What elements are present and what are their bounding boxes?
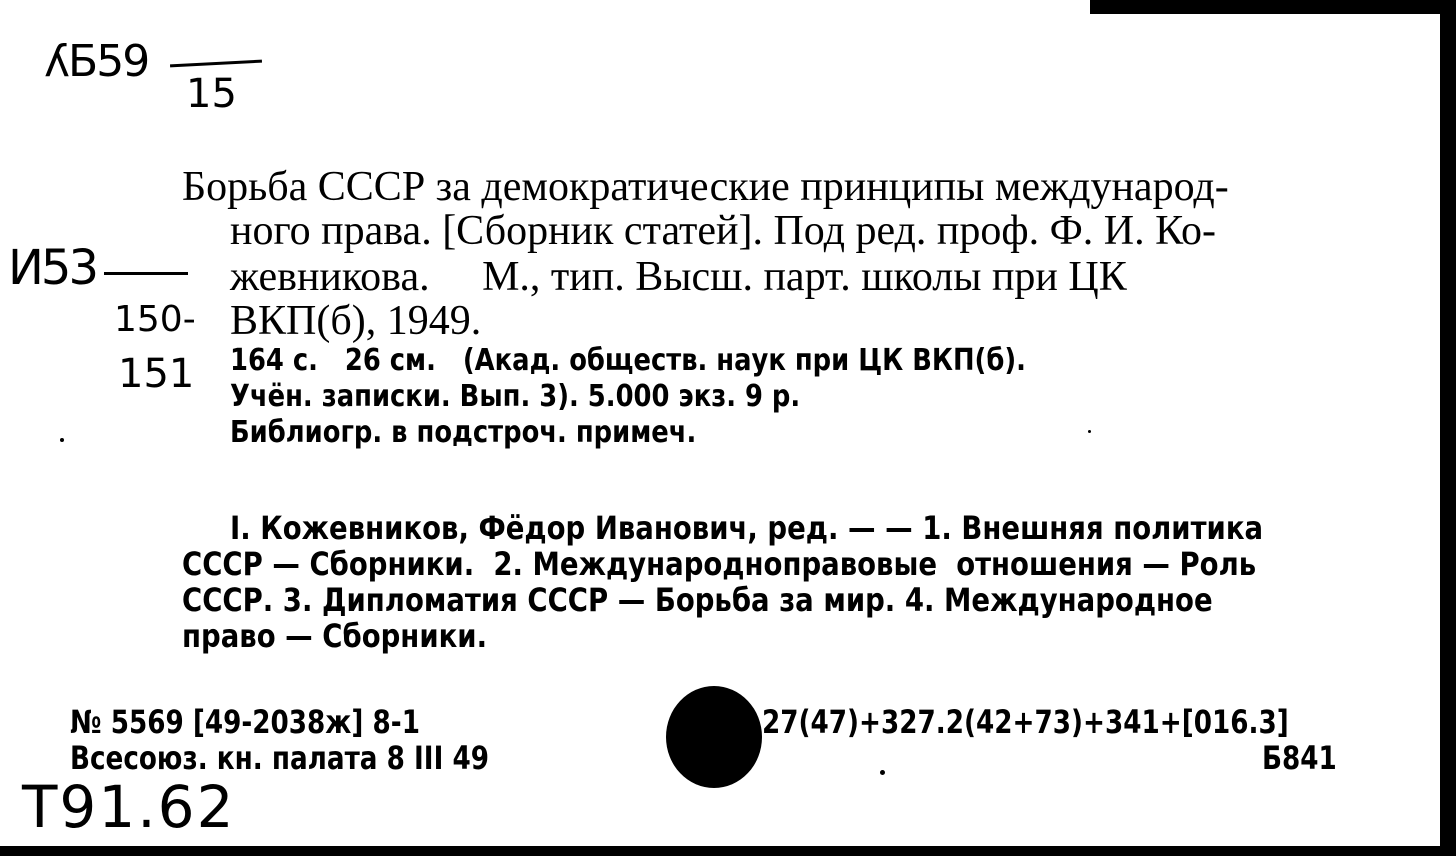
scan-edge-right bbox=[1440, 0, 1456, 856]
handwritten-bottom-mark: T91.62 bbox=[22, 773, 236, 841]
handwritten-left-mark: И53 bbox=[8, 240, 96, 296]
subject-line-1: I. Кожевников, Фёдор Иванович, ред. — — 1. Внешняя политика bbox=[230, 509, 1264, 547]
handwritten-page-range-end: 151 bbox=[118, 351, 195, 397]
footer-classification: 27(47)+327.2(42+73)+341+[016.3] bbox=[762, 703, 1289, 741]
title-line-1: Борьба СССР за демократические принципы международ- bbox=[182, 164, 1229, 210]
title-line-2: ного права. [Сборник статей]. Под ред. проф. Ф. И. Ко- bbox=[230, 208, 1217, 254]
handwritten-shelf-mark: ʎБ59 bbox=[44, 36, 149, 87]
scan-edge-top bbox=[1090, 0, 1456, 14]
description-line-3: Библиогр. в подстроч. примеч. bbox=[230, 415, 697, 450]
scan-speck bbox=[60, 438, 64, 442]
scan-speck bbox=[880, 770, 885, 775]
scan-speck bbox=[1088, 430, 1091, 433]
scan-edge-bottom bbox=[0, 846, 1456, 856]
footer-registration-number: № 5569 [49-2038ж] 8-1 bbox=[70, 703, 420, 741]
handwritten-page-range-start: 150- bbox=[114, 299, 196, 340]
handwritten-left-rule bbox=[104, 272, 188, 275]
handwritten-fraction-rule bbox=[170, 60, 262, 68]
subject-line-2: СССР — Сборники. 2. Международноправовые отношения — Роль bbox=[182, 545, 1257, 583]
footer-author-mark: Б841 bbox=[1262, 739, 1337, 777]
subject-line-4: право — Сборники. bbox=[182, 617, 488, 655]
title-line-3: жевникова. М., тип. Высш. парт. школы при ЦК bbox=[230, 254, 1127, 300]
footer-chamber-date: Всесоюз. кн. палата 8 III 49 bbox=[70, 739, 489, 777]
handwritten-shelf-sub: 15 bbox=[186, 71, 237, 117]
subject-line-3: СССР. 3. Дипломатия СССР — Борьба за мир. 4. Международное bbox=[182, 581, 1213, 619]
description-line-2: Учён. записки. Вып. 3). 5.000 экз. 9 р. bbox=[230, 379, 801, 414]
card-punch-hole bbox=[666, 686, 762, 788]
description-line-1: 164 с. 26 см. (Акад. обществ. наук при ЦК ВКП(б). bbox=[230, 343, 1026, 378]
title-line-4: ВКП(б), 1949. bbox=[230, 298, 482, 344]
